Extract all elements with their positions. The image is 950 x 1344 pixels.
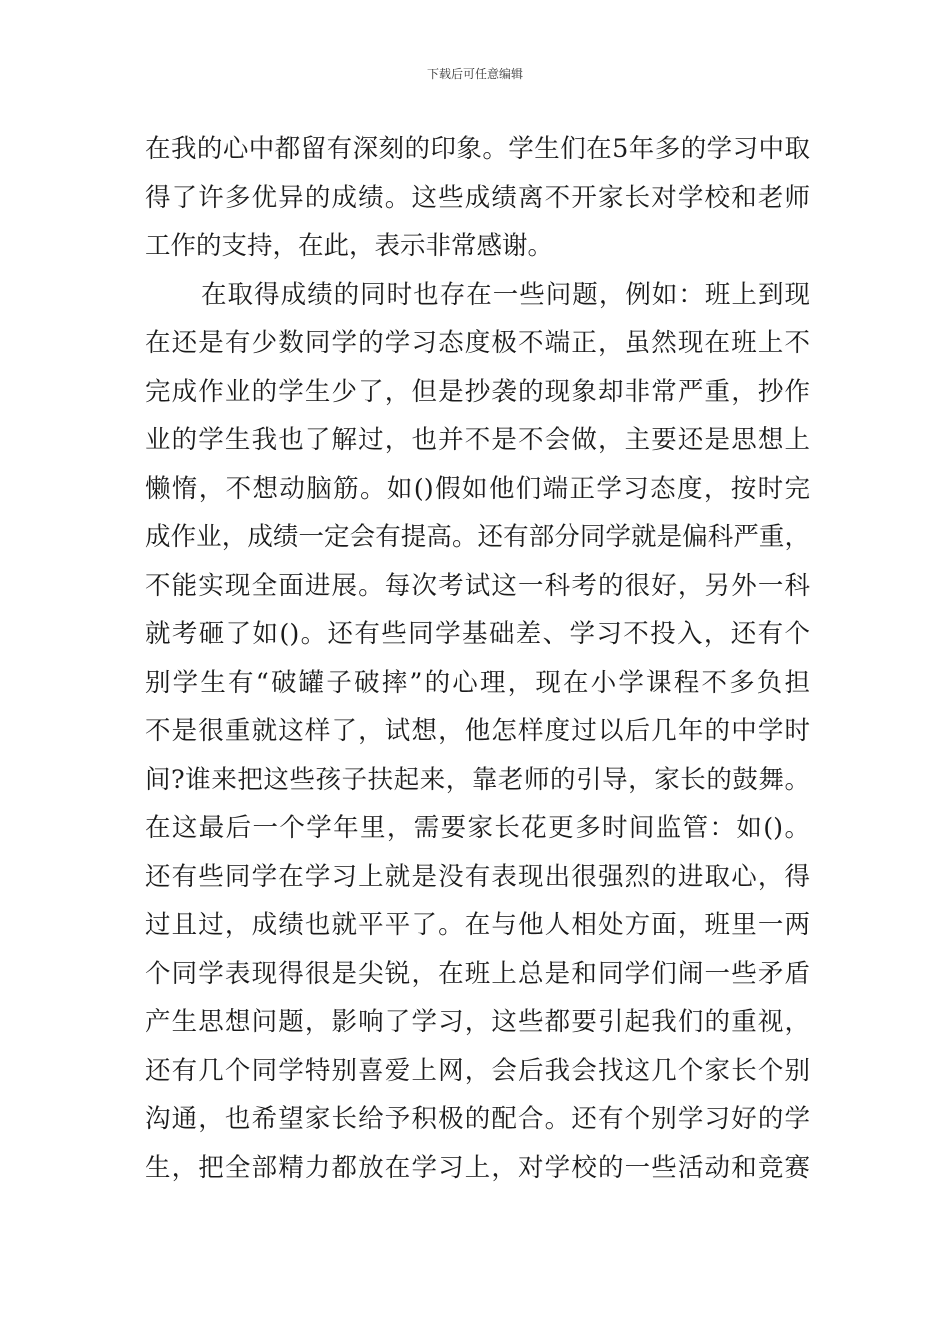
text-line: 个同学表现得很是尖锐，在班上总是和同学们闹一些矛盾 [145, 958, 810, 989]
document-body [145, 125, 810, 1192]
text-line: 业的学生我也了解过，也并不是不会做，主要还是思想上 [145, 425, 810, 455]
text-line: 别学生有“破罐子破摔”的心理，现在小学课程不多负担 [145, 667, 810, 698]
text-line: 间?谁来把这些孩子扶起来，靠老师的引导，家长的鼓舞。 [145, 764, 810, 795]
paragraph-first-line: 在取得成绩的同时也存在一些问题，例如：班上到现 [201, 279, 810, 310]
text-line: 产生思想问题，影响了学习，这些都要引起我们的重视， [145, 1007, 810, 1037]
text-line: 过且过，成绩也就平平了。在与他人相处方面，班里一两 [145, 910, 810, 940]
text-line: 沟通，也希望家长给予积极的配合。还有个别学习好的学 [145, 1104, 810, 1134]
text-line: 成作业，成绩一定会有提高。还有部分同学就是偏科严重， [145, 522, 810, 552]
text-line: 在我的心中都留有深刻的印象。学生们在5年多的学习中取 [145, 134, 810, 164]
page-header: 下载后可任意编辑 [426, 67, 523, 81]
text-line: 在还是有少数同学的学习态度极不端正，虽然现在班上不 [145, 328, 810, 358]
text-line: 还有些同学在学习上就是没有表现出很强烈的进取心，得 [145, 861, 810, 892]
text-line: 完成作业的学生少了，但是抄袭的现象却非常严重，抄作 [145, 376, 810, 407]
text-line: 在这最后一个学年里，需要家长花更多时间监管：如()。 [145, 813, 810, 843]
text-line: 生，把全部精力都放在学习上，对学校的一些活动和竞赛 [145, 1152, 810, 1183]
text-line: 不是很重就这样了，试想，他怎样度过以后几年的中学时 [145, 716, 810, 746]
text-line: 得了许多优异的成绩。这些成绩离不开家长对学校和老师 [145, 182, 810, 213]
text-line: 不能实现全面进展。每次考试这一科考的很好，另外一科 [145, 570, 810, 601]
text-line: 工作的支持，在此，表示非常感谢。 [145, 231, 554, 261]
text-line: 还有几个同学特别喜爱上网，会后我会找这几个家长个别 [145, 1055, 810, 1086]
text-line: 懒惰，不想动脑筋。如()假如他们端正学习态度，按时完 [145, 473, 810, 504]
text-line: 就考砸了如()。还有些同学基础差、学习不投入，还有个 [145, 619, 810, 649]
